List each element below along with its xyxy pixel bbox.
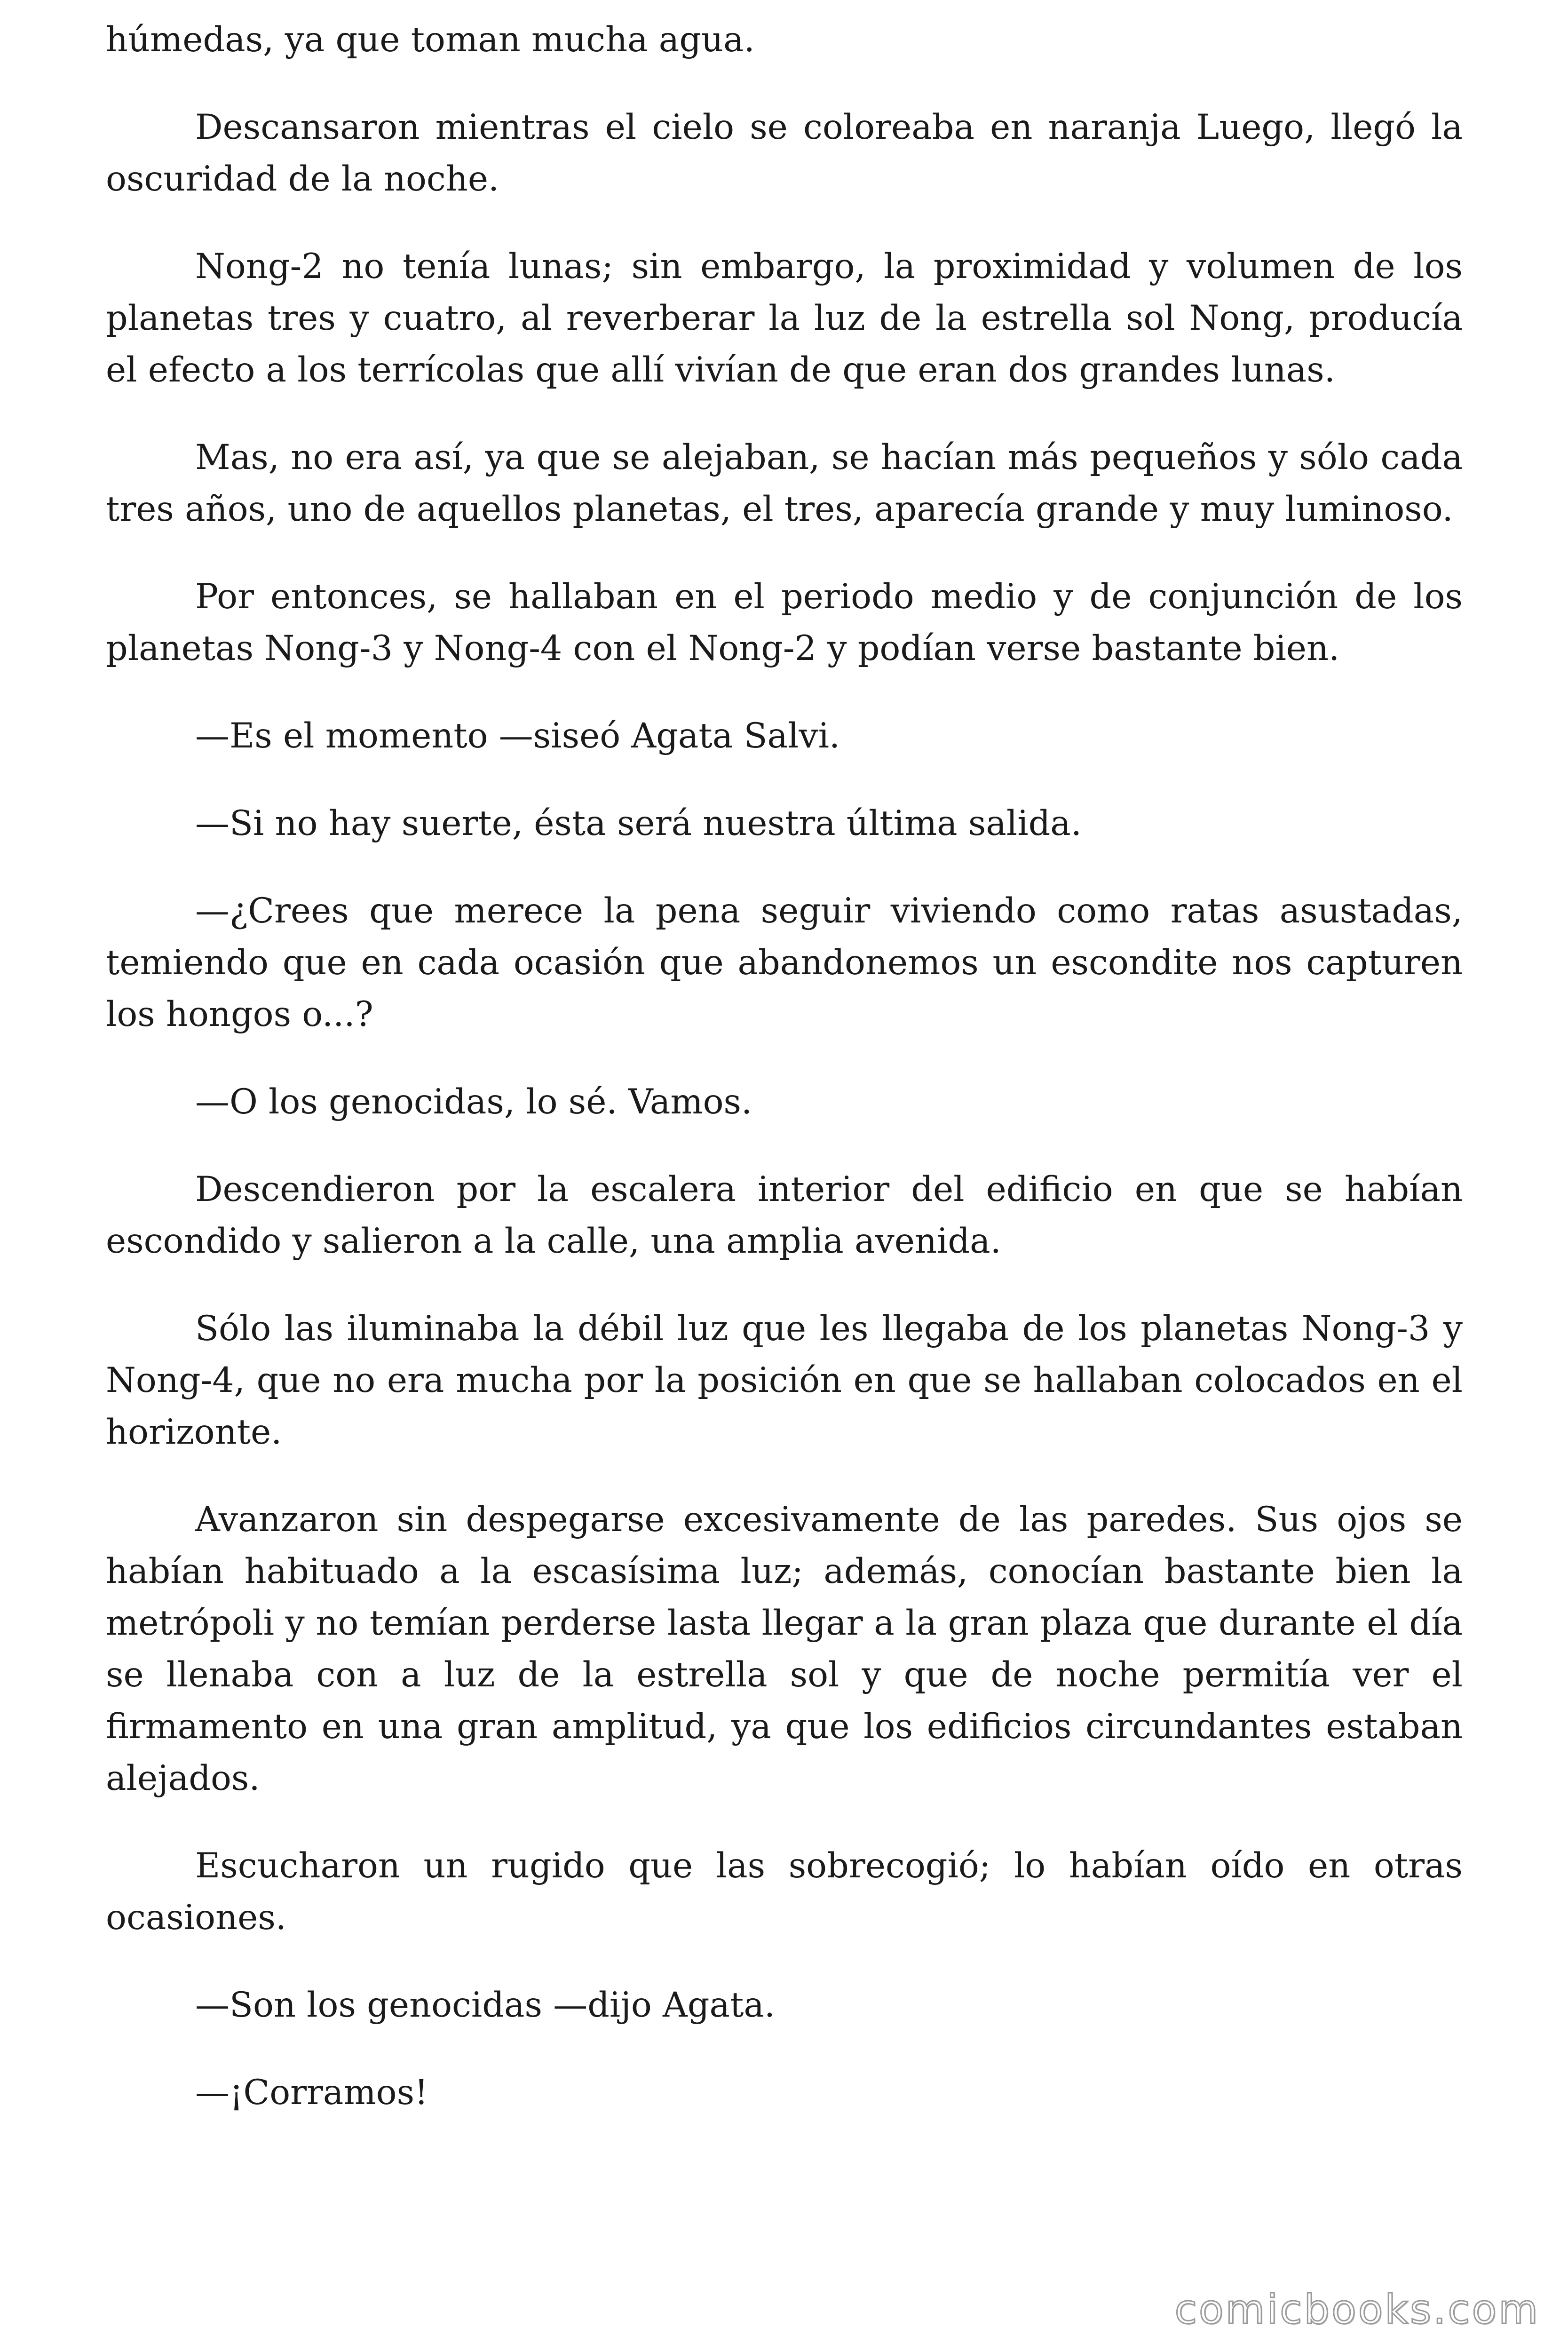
dialogue-line: —Son los genocidas —dijo Agata. xyxy=(195,1985,776,2025)
paragraph: Por entonces, se hallaban en el periodo medio y de conjunción de los planetas Nong-3 y Nong-4 con el Nong-2 y podían verse bastante bien. xyxy=(106,577,1463,668)
book-page-text xyxy=(106,14,1463,2154)
dialogue-line: —O los genocidas, lo sé. Vamos. xyxy=(195,1082,752,1122)
dialogue-line: —Es el momento —siseó Agata Salvi. xyxy=(195,716,840,756)
paragraph: Descansaron mientras el cielo se coloreaba en naranja Luego, llegó la oscuridad de la noche. xyxy=(106,107,1463,199)
paragraph: Mas, no era así, ya que se alejaban, se hacían más pequeños y sólo cada tres años, uno de aquellos planetas, el tres, aparecía grande y muy luminoso. xyxy=(106,437,1463,529)
paragraph: Descendieron por la escalera interior del edificio en que se habían escondido y salieron a la calle, una amplia avenida. xyxy=(106,1169,1463,1261)
dialogue-line: —¡Corramos! xyxy=(195,2073,428,2113)
paragraph: Escucharon un rugido que las sobrecogió; lo habían oído en otras ocasiones. xyxy=(106,1846,1463,1938)
watermark: comicbooks.com xyxy=(1174,2286,1540,2333)
paragraph: Nong-2 no tenía lunas; sin embargo, la proximidad y volumen de los planetas tres y cuatro, al reverberar la luz de la estrella sol Nong, producía el efecto a los terrícolas que allí vivían de que eran dos grandes lunas. xyxy=(106,246,1463,390)
dialogue-line: —¿Crees que merece la pena seguir viviendo como ratas asustadas, temiendo que en cada ocasión que abandonemos un escondite nos capturen los hongos o...? xyxy=(106,891,1463,1034)
dialogue-line: —Si no hay suerte, ésta será nuestra última salida. xyxy=(195,803,1082,843)
paragraph: Avanzaron sin despegarse excesivamente de las paredes. Sus ojos se habían habituado a la escasísima luz; además, conocían bastante bien la metrópoli y no temían perderse lasta llegar a la gran plaza que durante el día se llenaba con a luz de la estrella sol y que de noche permitía ver el firmamento en una gran amplitud, ya que los edificios circundantes estaban alejados. xyxy=(106,1500,1463,1798)
paragraph: húmedas, ya que toman mucha agua. xyxy=(106,20,755,60)
paragraph: Sólo las iluminaba la débil luz que les llegaba de los planetas Nong-3 y Nong-4, que no era mucha por la posición en que se hallaban colocados en el horizonte. xyxy=(106,1309,1463,1452)
